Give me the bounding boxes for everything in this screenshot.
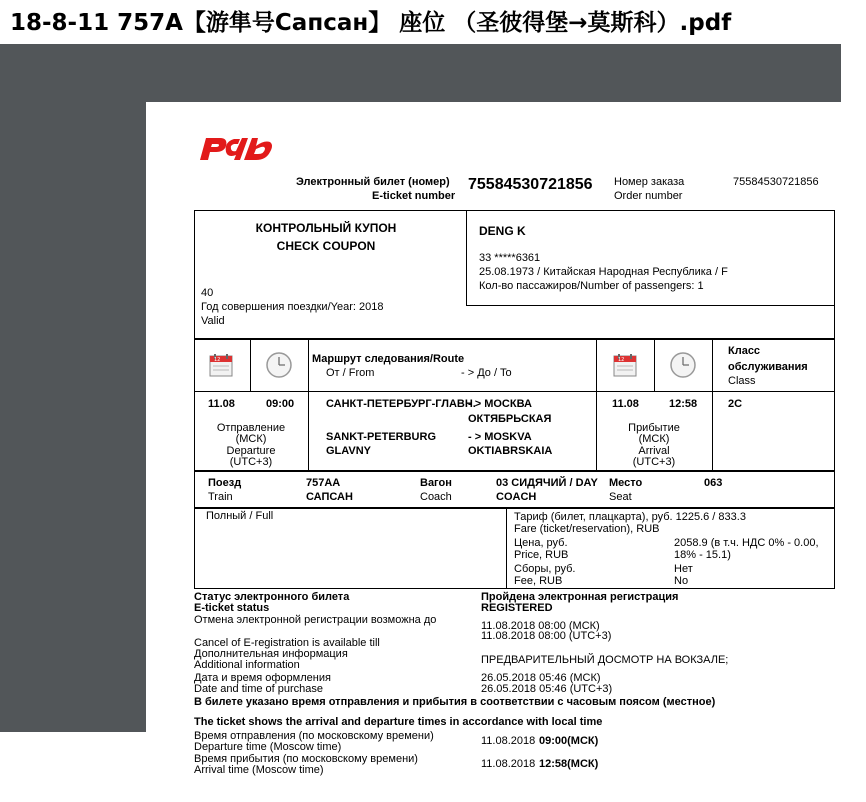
registration-ru: Пройдена электронная регистрация bbox=[481, 591, 679, 603]
arr-moscow-label-en: Arrival time (Moscow time) bbox=[194, 764, 324, 776]
train-number: 757АА bbox=[306, 477, 341, 489]
window-titlebar bbox=[0, 0, 841, 44]
arrival-label-2: (МСК) bbox=[638, 433, 670, 445]
coupon-title-ru: КОНТРОЛЬНЫЙ КУПОН bbox=[255, 221, 397, 235]
order-label-ru: Номер заказа bbox=[614, 176, 685, 188]
registration-en: REGISTERED bbox=[481, 602, 553, 614]
price-ru: Цена, руб. bbox=[514, 537, 568, 549]
class-value: 2С bbox=[728, 398, 743, 410]
dep-moscow-label-ru: Время отправления (по московскому времени) bbox=[194, 730, 434, 742]
clock-icon bbox=[265, 351, 293, 379]
fee-ru: Сборы, руб. bbox=[514, 563, 576, 575]
passenger-birth: 25.08.1973 / Китайская Народная Республика / F bbox=[479, 266, 728, 278]
status-label-ru: Статус электронного билета bbox=[194, 591, 350, 603]
info-value: ПРЕДВАРИТЕЛЬНЫЙ ДОСМОТР НА ВОКЗАЛЕ; bbox=[481, 654, 729, 666]
arrival-label-1: Прибытие bbox=[628, 422, 680, 434]
dep-moscow-time: 09:00(МСК) bbox=[539, 735, 599, 747]
arrival-time: 12:58 bbox=[669, 398, 698, 410]
timezone-note-ru: В билете указано время отправления и прибытия в соответствии с часовым поясом (местное) bbox=[194, 696, 716, 708]
cancel-label-en: Cancel of E-registration is available till bbox=[194, 637, 380, 649]
eticket-label-en: E-ticket number bbox=[372, 190, 456, 202]
cancel-label-ru: Отмена электронной регистрации возможна до bbox=[194, 614, 437, 626]
eticket-label-ru: Электронный билет (номер) bbox=[296, 176, 450, 188]
departure-label-4: (UTC+3) bbox=[229, 456, 273, 468]
coupon-title-en: CHECK COUPON bbox=[276, 239, 376, 253]
to-station-ru-2: ОКТЯБРЬСКАЯ bbox=[468, 413, 552, 425]
car-label-en: Coach bbox=[420, 491, 452, 503]
arrival-date: 11.08 bbox=[612, 398, 639, 410]
pdf-viewer[interactable] bbox=[0, 44, 841, 776]
car-number: 03 СИДЯЧИЙ / DAY bbox=[496, 477, 598, 489]
arr-moscow-label-ru: Время прибытия (по московскому времени) bbox=[194, 753, 418, 765]
seat-number: 063 bbox=[704, 477, 723, 489]
departure-time: 09:00 bbox=[266, 398, 295, 410]
status-label-en: E-ticket status bbox=[194, 602, 270, 614]
car-type: COACH bbox=[496, 491, 537, 503]
class-label-2: обслуживания bbox=[728, 361, 808, 373]
order-number: 75584530721856 bbox=[733, 176, 819, 188]
class-label-1: Класс bbox=[728, 345, 761, 357]
calendar-icon bbox=[208, 352, 234, 378]
date-label-ru: Дата и время оформления bbox=[194, 672, 331, 684]
info-label-ru: Дополнительная информация bbox=[194, 648, 348, 660]
class-label-en: Class bbox=[728, 375, 756, 387]
from-station-en-1: SANKT-PETERBURG bbox=[326, 431, 437, 443]
coupon-valid: Valid bbox=[201, 315, 225, 327]
car-label-ru: Вагон bbox=[420, 477, 452, 489]
dep-moscow-label-en: Departure time (Moscow time) bbox=[194, 741, 342, 753]
arr-moscow-date: 11.08.2018 bbox=[481, 758, 536, 770]
departure-label-3: Departure bbox=[226, 445, 276, 457]
price-en: Price, RUB bbox=[514, 549, 569, 561]
order-label-en: Order number bbox=[614, 190, 683, 202]
departure-label-2: (МСК) bbox=[235, 433, 267, 445]
price-value-1: 2058.9 (в т.ч. НДС 0% - 0.00, bbox=[674, 537, 819, 549]
fee-value-ru: Нет bbox=[674, 563, 693, 575]
svg-text:12: 12 bbox=[618, 357, 625, 363]
eticket-number: 75584530721856 bbox=[468, 176, 593, 193]
tariff-en: Fare (ticket/reservation), RUB bbox=[514, 523, 660, 535]
seat-label-en: Seat bbox=[609, 491, 632, 503]
info-label-en: Additional information bbox=[194, 659, 300, 671]
rzd-logo-icon bbox=[196, 130, 276, 166]
arrival-label-4: (UTC+3) bbox=[632, 456, 676, 468]
route-to-label: - > До / To bbox=[461, 367, 512, 379]
purchase-time-utc: 26.05.2018 05:46 (UTC+3) bbox=[481, 683, 613, 695]
seat-label-ru: Место bbox=[609, 477, 643, 489]
from-station-en-2: GLAVNY bbox=[326, 445, 372, 457]
from-station-ru: САНКТ-ПЕТЕРБУРГ-ГЛАВН. bbox=[326, 398, 476, 410]
fee-value-en: No bbox=[674, 575, 689, 587]
departure-date: 11.08 bbox=[208, 398, 235, 410]
train-name: САПСАН bbox=[306, 491, 353, 503]
svg-text:12: 12 bbox=[214, 357, 221, 363]
pdf-page bbox=[146, 102, 866, 802]
calendar-icon bbox=[612, 352, 638, 378]
to-station-ru-1: - > МОСКВА bbox=[468, 398, 532, 410]
cancel-time-utc: 11.08.2018 08:00 (UTC+3) bbox=[481, 630, 612, 642]
timezone-note-en: The ticket shows the arrival and departure times in accordance with local time bbox=[194, 716, 603, 728]
route-label: Маршрут следования/Route bbox=[312, 353, 465, 365]
window-title: 18-8-11 757A【游隼号Сапсан】 座位 （圣彼得堡→莫斯科）.pdf bbox=[10, 10, 732, 36]
route-from-label: От / From bbox=[326, 367, 375, 379]
fare-full: Полный / Full bbox=[206, 510, 274, 522]
passenger-doc: 33 *****6361 bbox=[479, 252, 541, 264]
to-station-en-1: - > MOSKVA bbox=[468, 431, 532, 443]
to-station-en-2: OKTIABRSKAIA bbox=[468, 445, 553, 457]
purchase-time-msk: 26.05.2018 05:46 (МСК) bbox=[481, 672, 601, 684]
passenger-name: DENG K bbox=[479, 224, 526, 238]
train-label-ru: Поезд bbox=[208, 477, 242, 489]
departure-label-1: Отправление bbox=[216, 422, 286, 434]
price-value-2: 18% - 15.1) bbox=[674, 549, 731, 561]
cancel-time-msk: 11.08.2018 08:00 (МСК) bbox=[481, 620, 600, 632]
dep-moscow-date: 11.08.2018 bbox=[481, 735, 536, 747]
passenger-count: Кол-во пассажиров/Number of passengers: 1 bbox=[479, 280, 704, 292]
train-label-en: Train bbox=[208, 491, 233, 503]
clock-icon bbox=[669, 351, 697, 379]
arrival-label-3: Arrival bbox=[638, 445, 670, 457]
date-label-en: Date and time of purchase bbox=[194, 683, 324, 695]
arr-moscow-time: 12:58(МСК) bbox=[539, 758, 599, 770]
tariff-ru: Тариф (билет, плацкарта), руб. 1225.6 / 833.3 bbox=[514, 511, 746, 523]
coupon-code: 40 bbox=[201, 287, 214, 299]
coupon-year: Год совершения поездки/Year: 2018 bbox=[201, 301, 384, 313]
fee-en: Fee, RUB bbox=[514, 575, 563, 587]
